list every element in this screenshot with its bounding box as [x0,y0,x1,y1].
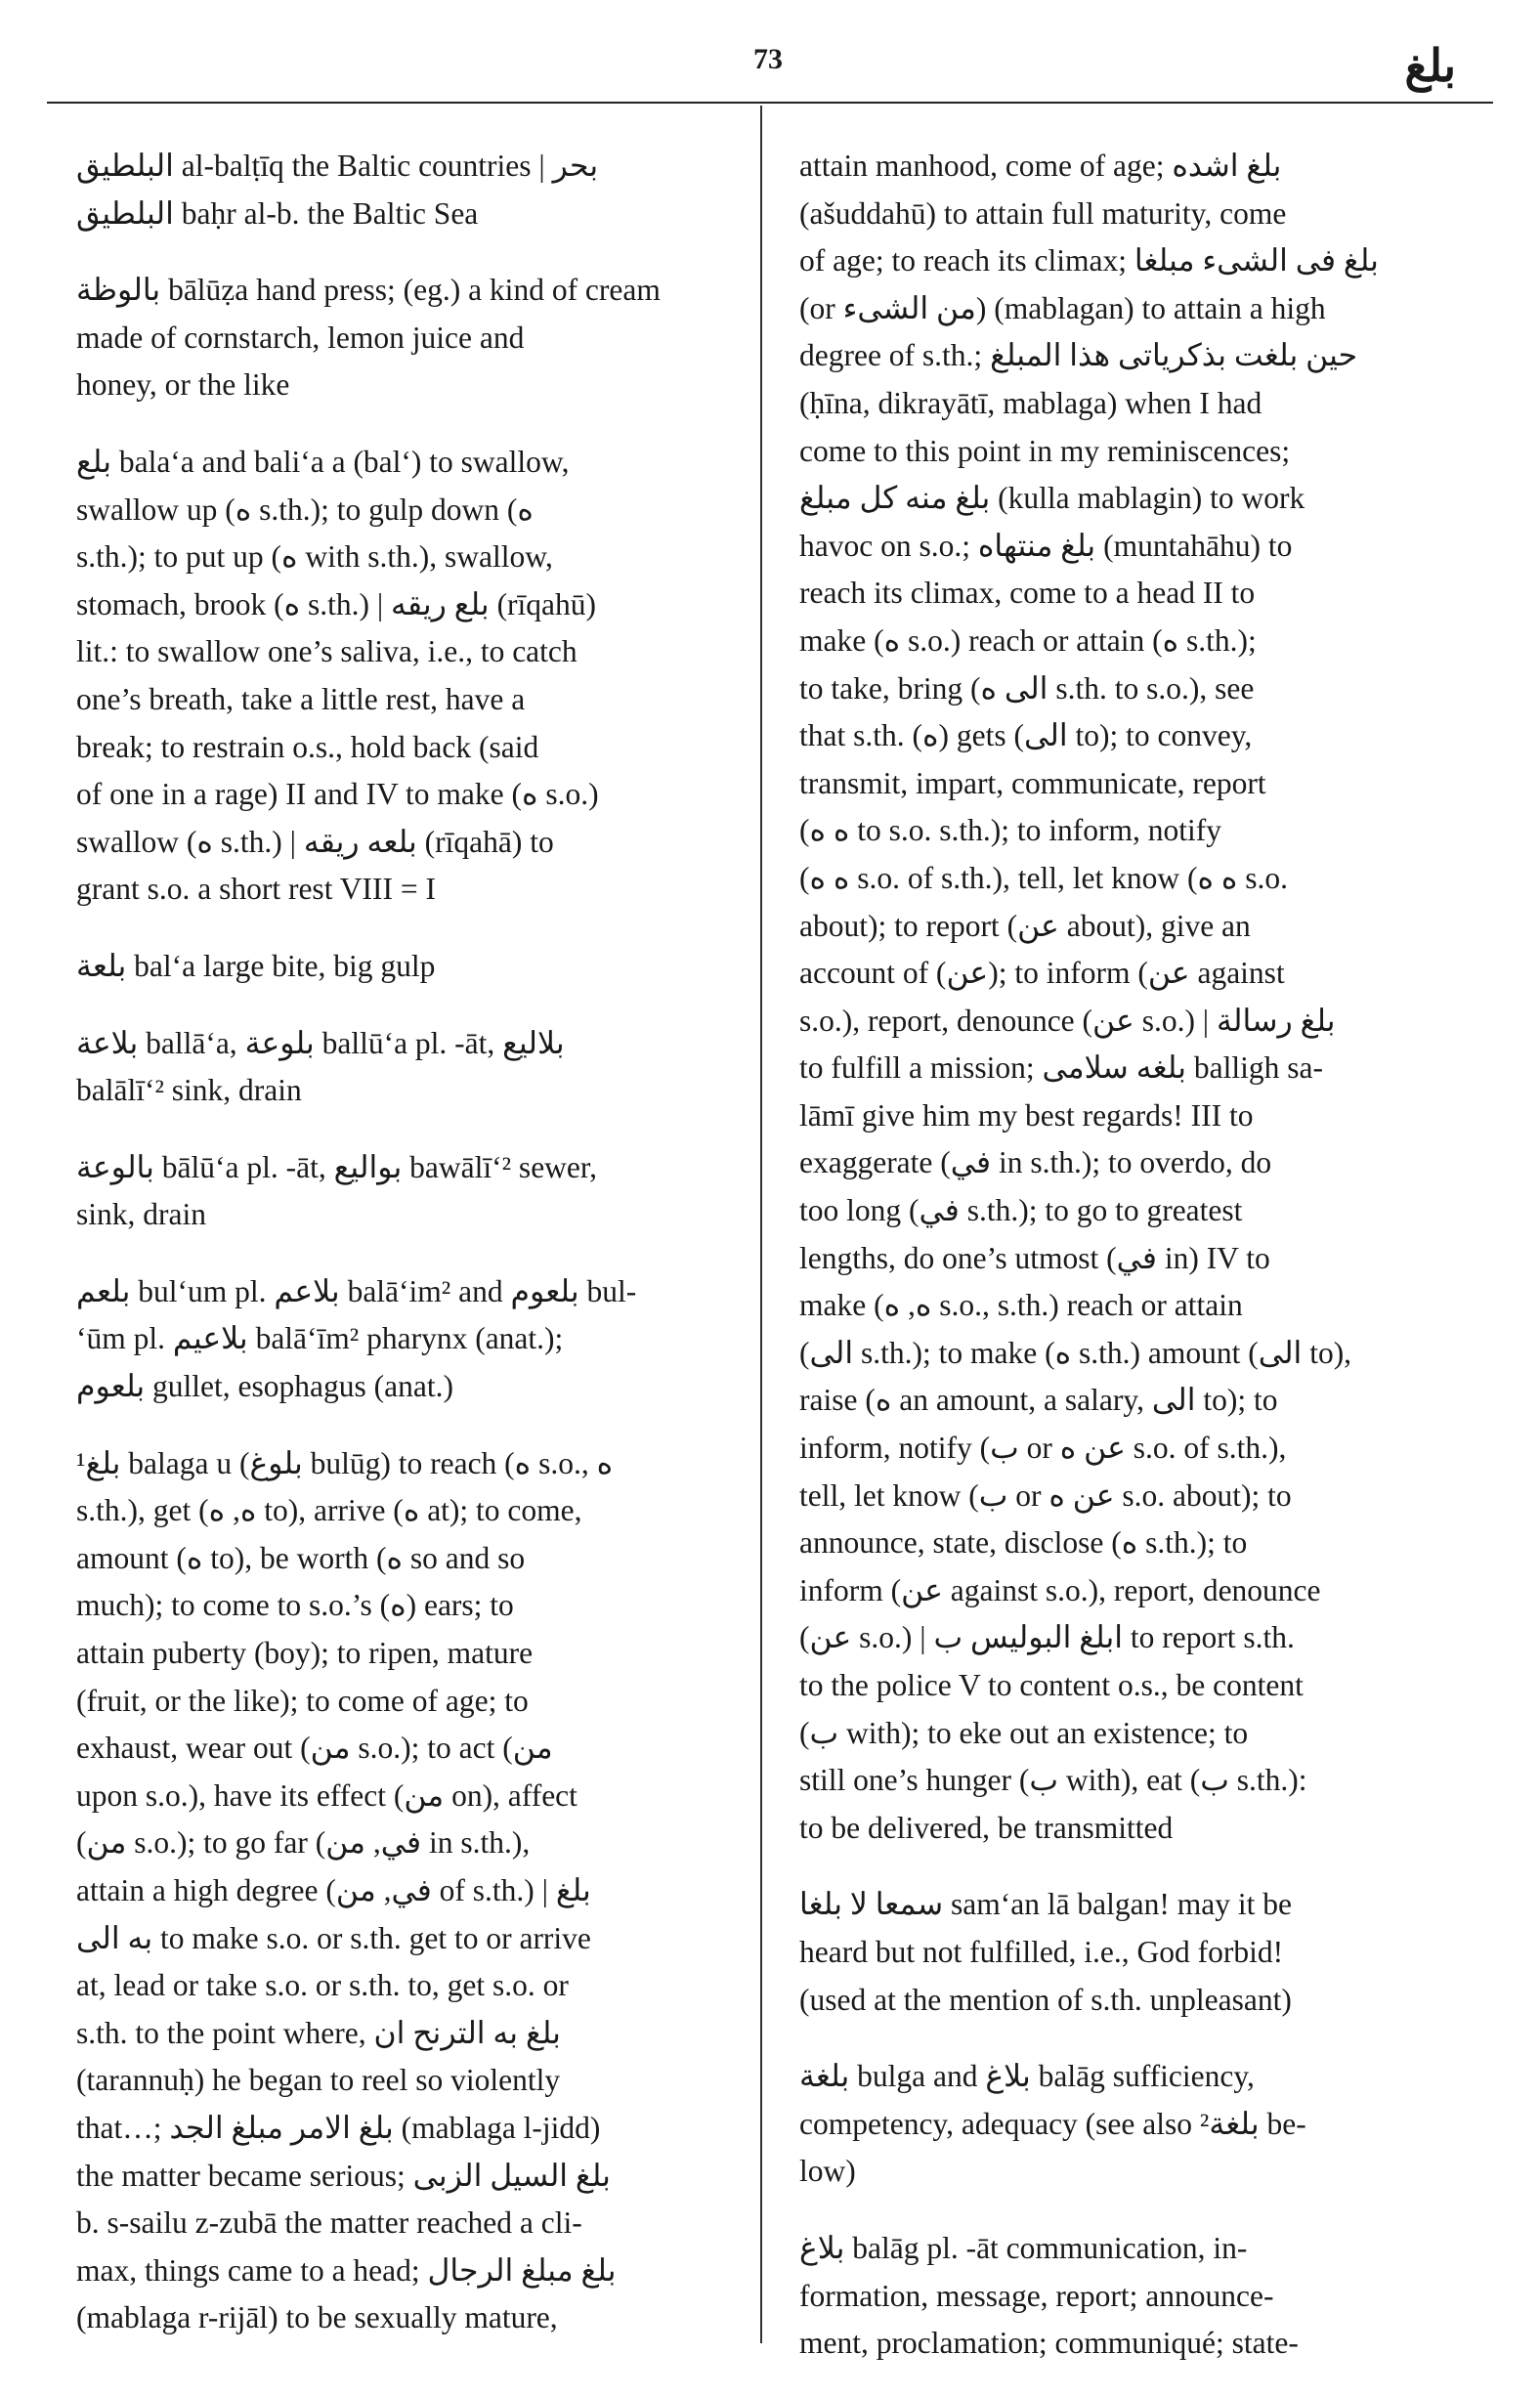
entry-line: upon s.o.), have its effect (من on), affect [76,1777,578,1813]
entry-line: grant s.o. a short rest VIII = I [76,872,436,907]
entry-line: s.o.), report, denounce (عن s.o.) | بلغ رسالة [799,1003,1336,1038]
entry-line: بلاعة ballā‘a, بلوعة ballū‘a pl. -āt, بلاليع [76,1025,565,1060]
entry-line: بلعة bal‘a large bite, big gulp [76,948,436,983]
entry-line: sink, drain [76,1197,206,1232]
entry-line: بلعم bul‘um pl. بلاعم balā‘im² and بلعوم bul- [76,1273,637,1308]
dictionary-entry [76,439,702,914]
left-column [76,143,702,2372]
entry-line: سمعا لا بلغا sam‘an lā balgan! may it be [799,1887,1292,1922]
entry-line: (tarannuḥ) he began to reel so violently [76,2063,561,2098]
entry-line: inform, notify (ب or عن ه s.o. of s.th.), [799,1431,1287,1466]
entry-line: b. s-sailu z-zubā the matter reached a cli- [76,2205,582,2241]
entry-line: formation, message, report; announce- [799,2278,1274,2313]
entry-line: heard but not fulfilled, i.e., God forbid! [799,1934,1284,1969]
entry-line: inform (عن against s.o.), report, denounce [799,1572,1321,1607]
entry-line: ¹بلغ balaga u (بلوغ bulūg) to reach (ه s.o., ه [76,1445,614,1480]
entry-line: lengths, do one’s utmost (في in) IV to [799,1240,1270,1275]
entry-line: attain manhood, come of age; بلغ اشده [799,149,1282,183]
entry-line: بالوظة bālūẓa hand press; (eg.) a kind of cream [76,273,661,308]
entry-line: (ḥīna, dikrayātī, mablaga) when I had [799,385,1262,420]
entry-line: بلع bala‘a and bali‘a a (bal‘) to swallow, [76,444,570,479]
entry-line: one’s breath, take a little rest, have a [76,681,526,716]
entry-line: (ه ه s.o. of s.th.), tell, let know (ه ه s.o. [799,860,1289,895]
entry-line: to take, bring (الى ه s.th. to s.o.), see [799,670,1255,706]
dictionary-entry [76,1268,702,1411]
entry-line: exhaust, wear out (من s.o.); to act (من [76,1731,553,1766]
running-head: بلغ [1404,41,1456,91]
entry-line: (used at the mention of s.th. unpleasant) [799,1982,1292,2017]
entry-line: lāmī give him my best regards! III to [799,1097,1254,1133]
dictionary-entry [76,943,702,991]
entry-line: still one’s hunger (ب with), eat (ب s.th.): [799,1763,1307,1798]
entry-line: reach its climax, come to a head II to [799,576,1256,611]
entry-line: بلاغ balāg pl. -āt communication, in- [799,2230,1248,2265]
entry-line: amount (ه to), be worth (ه so and so [76,1540,526,1575]
entry-line: s.th.); to put up (ه with s.th.), swallow, [76,539,553,575]
entry-line: ‘ūm pl. بلاعيم balā‘īm² pharynx (anat.); [76,1321,564,1356]
column-divider [760,106,762,2343]
entry-line: به الى to make s.o. or s.th. get to or arrive [76,1920,591,1955]
entry-line: of age; to reach its climax; بلغ فى الشىء مبلغا [799,243,1379,278]
entry-line: lit.: to swallow one’s saliva, i.e., to catch [76,634,578,669]
entry-line: at, lead or take s.o. or s.th. to, get s.o. or [76,1968,569,2003]
entry-line: to fulfill a mission; بلغه سلامى balligh sa- [799,1050,1323,1086]
entry-line: بالوعة bālū‘a pl. -āt, بواليع bawālī‘² sewer, [76,1149,598,1184]
entry-line: attain a high degree (في, من of s.th.) | بلغ [76,1873,591,1907]
dictionary-entry [76,143,702,237]
entry-line: make (ه s.o.) reach or attain (ه s.th.); [799,622,1257,658]
dictionary-entry [76,1020,702,1115]
entry-line: exaggerate (في in s.th.); to overdo, do [799,1145,1272,1180]
entry-line: havoc on s.o.; بلغ منتهاه (muntahāhu) to [799,528,1293,563]
entry-line: honey, or the like [76,367,290,403]
header-rule [47,102,1493,104]
entry-line: degree of s.th.; حين بلغت بذكرياتى هذا المبلغ [799,338,1358,373]
entry-line: the matter became serious; بلغ السيل الزبى [76,2158,611,2193]
entry-line: to be delivered, be transmitted [799,1810,1174,1845]
entry-line: s.th. to the point where, بلغ به الترنح ان [76,2015,561,2050]
entry-line: stomach, brook (ه s.th.) | بلع ريقه (rīqahū) [76,586,597,621]
entry-line: (or من الشىء) (mablagan) to attain a high [799,290,1326,325]
page-number: 73 [753,43,783,75]
entry-line: raise (ه an amount, a salary, الى to); to [799,1383,1278,1418]
entry-line: بلغة bulga and بلاغ balāg sufficiency, [799,2059,1255,2094]
entry-line: swallow (ه s.th.) | بلعه ريقه (rīqahā) to [76,824,554,859]
entry-line: ment, proclamation; communiqué; state- [799,2326,1299,2361]
entry-line: to the police V to content o.s., be content [799,1668,1304,1702]
entry-line: (عن s.o.) | ابلغ البوليس ب to report s.th. [799,1620,1295,1655]
entry-line: attain puberty (boy); to ripen, mature [76,1636,534,1671]
entry-line: (الى s.th.); to make (ه s.th.) amount (الى to), [799,1335,1352,1370]
entry-line: (mablaga r-rijāl) to be sexually mature, [76,2300,558,2335]
dictionary-entry [76,1144,702,1239]
entry-line: about); to report (عن about), give an [799,908,1251,943]
dictionary-entry [799,2053,1433,2196]
dictionary-entry [76,267,702,409]
entry-line: (ه ه to s.o. s.th.); to inform, notify [799,813,1222,848]
entry-line: swallow up (ه s.th.); to gulp down (ه [76,492,534,527]
entry-line: break; to restrain o.s., hold back (said [76,729,539,764]
entry-line: البلطيق al-balṭīq the Baltic countries | بحر [76,149,599,183]
entry-line: too long (في s.th.); to go to greatest [799,1193,1243,1228]
entry-line: (fruit, or the like); to come of age; to [76,1683,529,1718]
entry-line: come to this point in my reminiscences; [799,433,1291,468]
right-column [799,143,1433,2397]
dictionary-entry [799,1881,1433,2024]
entry-line: (ب with); to eke out an existence; to [799,1715,1249,1750]
entry-line: made of cornstarch, lemon juice and [76,320,525,355]
entry-line: tell, let know (ب or عن ه s.o. about); to [799,1477,1292,1513]
entry-line: much); to come to s.o.’s (ه) ears; to [76,1588,514,1623]
entry-line: that s.th. (ه) gets (الى to); to convey, [799,718,1253,753]
entry-line: بلغ منه كل مبلغ (kulla mablagin) to work [799,481,1305,516]
entry-line: account of (عن); to inform (عن against [799,956,1285,991]
entry-line: that…; بلغ الامر مبلغ الجد (mablaga l-jidd) [76,2110,601,2145]
entry-line: announce, state, disclose (ه s.th.); to [799,1525,1248,1561]
entry-line: transmit, impart, communicate, report [799,765,1266,800]
entry-line: competency, adequacy (see also ²بلغة be- [799,2106,1306,2141]
entry-line: low) [799,2154,856,2189]
entry-line: balālī‘² sink, drain [76,1073,302,1108]
dictionary-entry [799,2225,1433,2368]
entry-line: (ašuddahū) to attain full maturity, come [799,195,1287,231]
entry-line: (من s.o.); to go far (في, من in s.th.), [76,1825,531,1861]
dictionary-entry [799,143,1433,1852]
entry-line: بلعوم gullet, esophagus (anat.) [76,1369,453,1404]
entry-line: البلطيق baḥr al-b. the Baltic Sea [76,195,479,231]
entry-line: make (ه, ه s.o., s.th.) reach or attain [799,1288,1243,1323]
entry-line: max, things came to a head; بلغ مبلغ الرجال [76,2252,617,2288]
entry-line: s.th.), get (ه, ه to), arrive (ه at); to come, [76,1493,582,1528]
dictionary-entry [76,1440,702,2342]
entry-line: of one in a rage) II and IV to make (ه s.o.) [76,777,599,812]
